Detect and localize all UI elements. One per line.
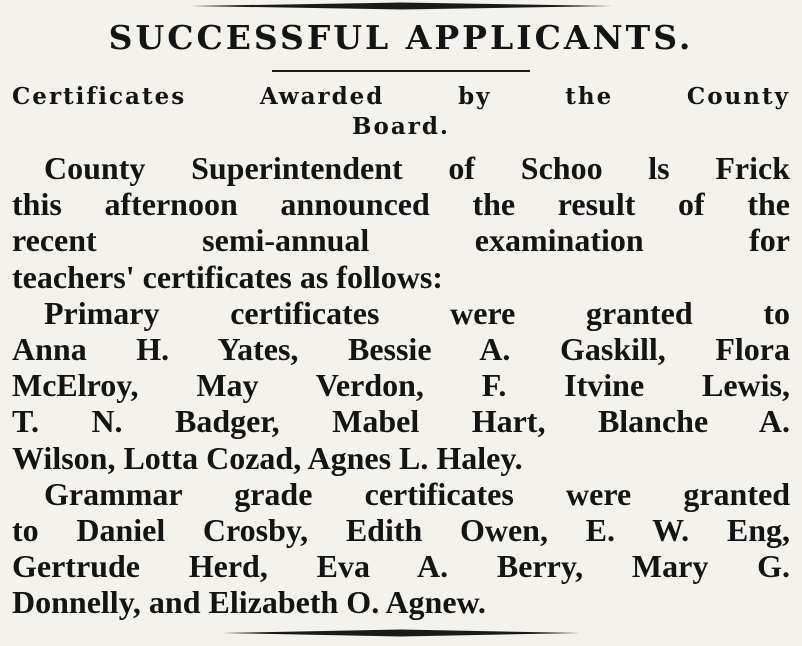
subheadline	[12, 82, 790, 142]
body-line: Gertrude Herd, Eva A. Berry, Mary G.	[12, 548, 790, 585]
headline-rule	[0, 67, 802, 75]
subheadline-line-1: Certificates Awarded by the County	[12, 83, 790, 110]
body-line: Grammar grade certificates were granted	[44, 475, 790, 512]
body-line: recent semi-annual examination for	[12, 222, 790, 259]
body-line: Anna H. Yates, Bessie A. Gaskill, Flora	[12, 330, 790, 367]
body-line: Wilson, Lotta Cozad, Agnes L. Haley.	[12, 439, 523, 476]
headline: SUCCESSFUL APPLICANTS.	[108, 18, 694, 57]
body-line: T. N. Badger, Mabel Hart, Blanche A.	[12, 403, 790, 440]
body-line: teachers' certificates as follows:	[12, 258, 443, 295]
body-line: this afternoon announced the result of the	[12, 186, 790, 223]
top-ornamental-rule	[0, 2, 802, 10]
body-line: Primary certificates were granted to	[44, 294, 790, 331]
bottom-ornamental-rule	[0, 629, 802, 637]
body-line: Donnelly, and Elizabeth O. Agnew.	[12, 584, 486, 621]
subheadline-line-2: Board.	[352, 113, 450, 140]
body-line: County Superintendent of Schoo ls Frick	[44, 150, 790, 186]
article-body	[12, 150, 790, 620]
body-line: McElroy, May Verdon, F. Itvine Lewis,	[12, 367, 790, 404]
body-line: to Daniel Crosby, Edith Owen, E. W. Eng,	[12, 511, 790, 548]
